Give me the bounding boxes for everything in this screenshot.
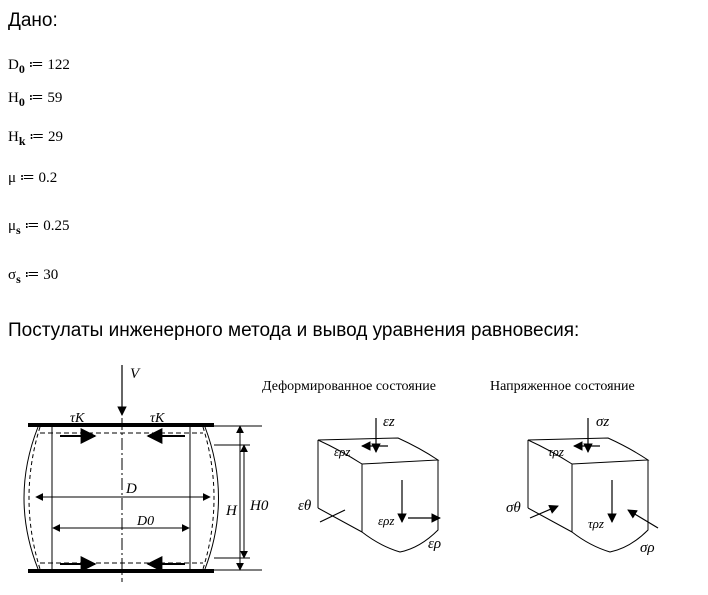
deformed-state-title: Деформированное состояние	[262, 379, 436, 394]
stheta-label: σθ	[506, 500, 521, 516]
postulates-heading: Постулаты инженерного метода и вывод уравнения равновесия:	[8, 320, 580, 341]
var-H0: $H_0$ ≔ 59	[8, 90, 63, 109]
trz-top-label: τρz	[548, 444, 564, 459]
deformed-element	[318, 418, 440, 552]
engineering-method-figure	[0, 360, 708, 595]
cylinder-diagram	[24, 365, 269, 582]
erz-top-label: ερz	[334, 444, 351, 459]
D0-label: D0	[137, 514, 155, 529]
sz-label: σz	[596, 414, 610, 430]
erho-label: ερ	[428, 536, 442, 552]
var-mus: $\mu_s$ ≔ 0.25	[8, 218, 70, 237]
stressed-element	[528, 418, 658, 552]
var-mu: μ ≔ 0.2	[8, 170, 58, 186]
H-label: H	[226, 503, 237, 519]
trz-side-label: τρz	[588, 516, 604, 531]
deformed-front-face	[362, 460, 438, 552]
stressed-front-face	[572, 460, 648, 552]
srho-arrow	[628, 510, 658, 528]
srho-label: σρ	[640, 540, 655, 556]
erz-side-label: ερz	[378, 513, 395, 528]
stressed-state-title: Напряженное состояние	[490, 379, 635, 394]
etheta-label: εθ	[298, 498, 312, 514]
tauK-right-label: τK	[150, 411, 165, 426]
tauK-left-label: τK	[70, 411, 85, 426]
H0-label: H0	[250, 498, 269, 514]
barrel-right-outer	[205, 427, 219, 569]
barrel-left-outer	[24, 427, 38, 569]
var-D0: $D_0$ ≔ 122	[8, 57, 70, 76]
stressed-bottom-left-edge	[528, 508, 572, 532]
var-sigmas: $\sigma_s$ ≔ 30	[8, 267, 59, 286]
force-label: V	[130, 366, 140, 382]
given-heading: Дано:	[8, 10, 58, 31]
D-label: D	[126, 481, 137, 497]
var-Hk: $H_k$ ≔ 29	[8, 129, 64, 148]
ez-label: εz	[383, 414, 395, 430]
